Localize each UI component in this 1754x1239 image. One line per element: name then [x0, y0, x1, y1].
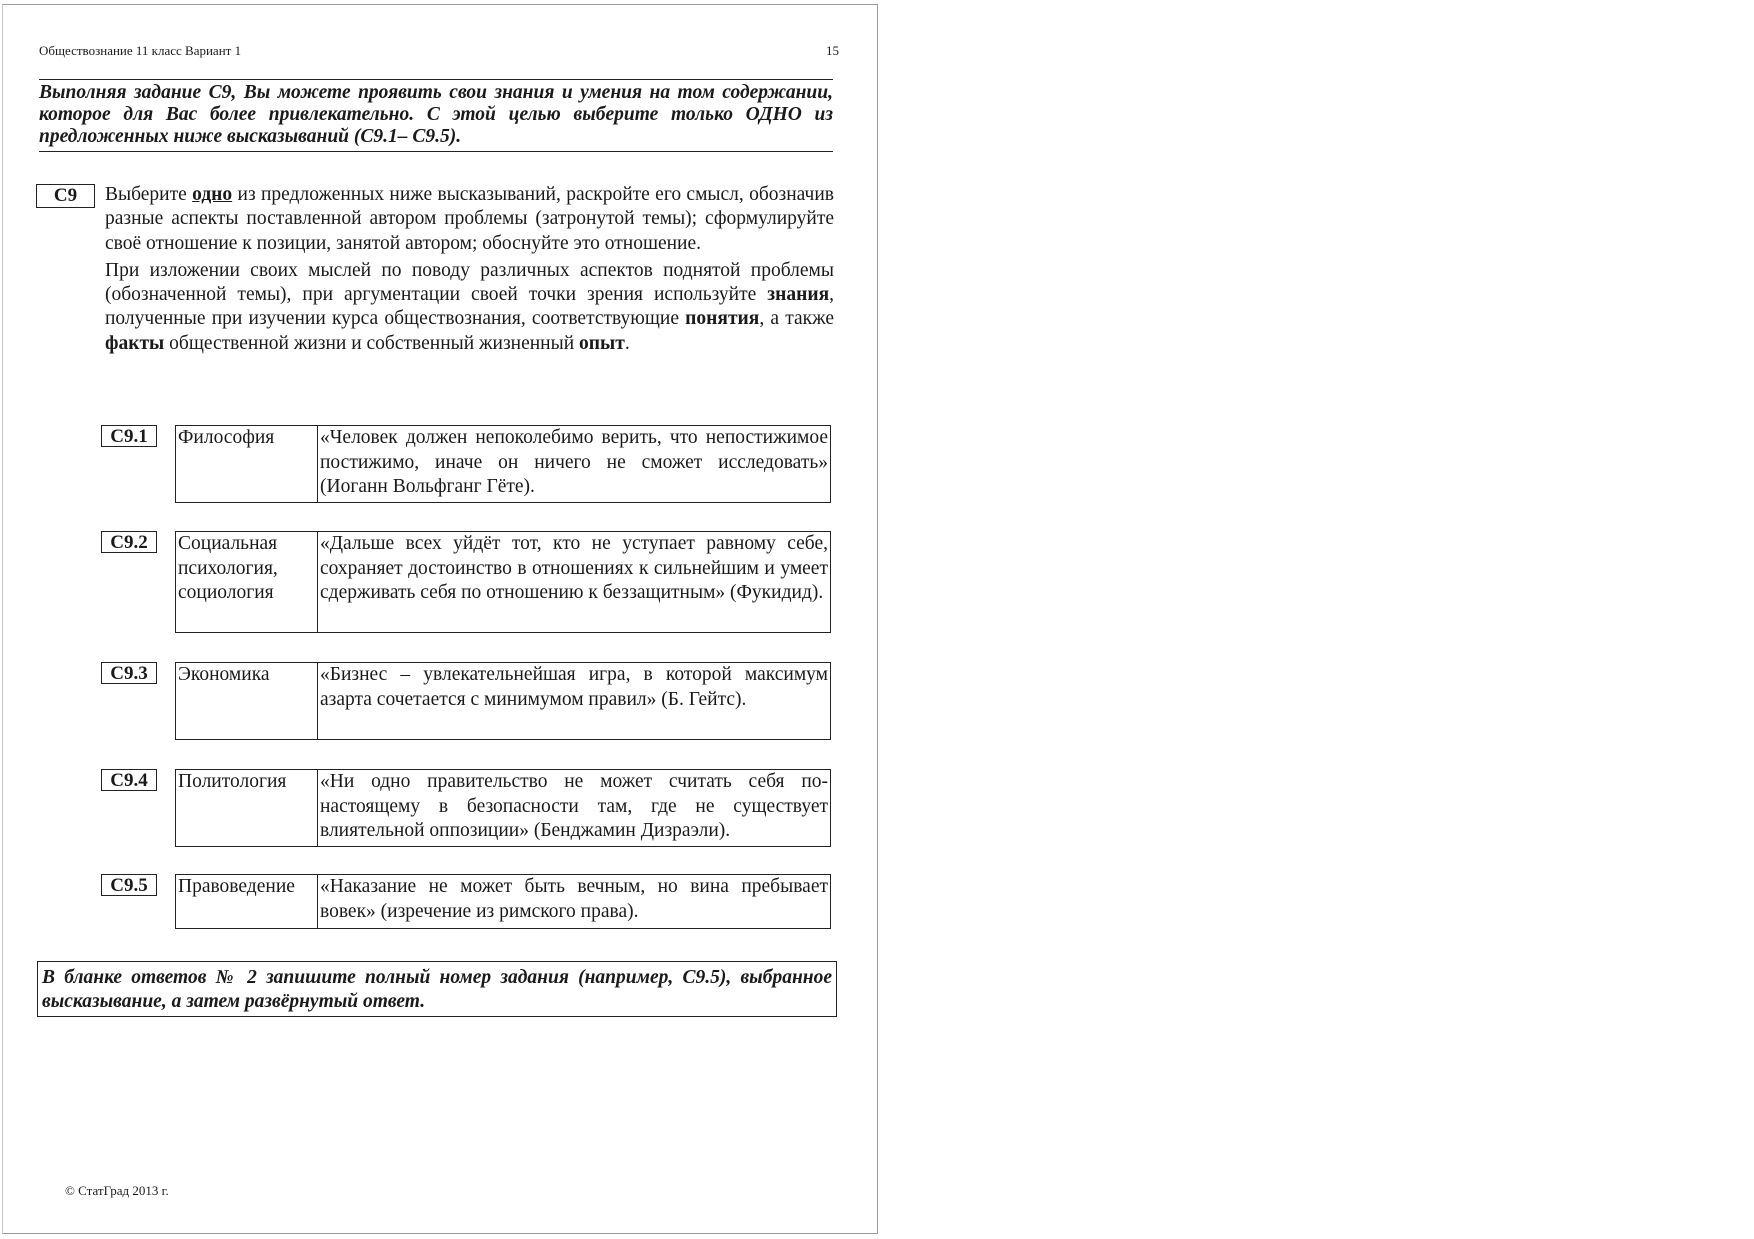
text-span: , а также [759, 308, 834, 330]
bold-underlined-word: одно [192, 184, 233, 205]
option-subject: Экономика [175, 662, 317, 740]
header-subject: Обществознание 11 класс Вариант 1 [39, 43, 242, 58]
bold-word: факты [105, 332, 165, 354]
option-label: С9.2 [101, 531, 157, 553]
intro-instruction: Выполняя задание С9, Вы можете проявить свои знания и умения на том содержании, которое для Вас более привлекательно. С этой целью выберите только ОДНО из предложенных ниже высказываний (С9.1– С9.5). [39, 79, 833, 152]
text-span: , полученные при изучении курса обществознания, соответствующие [105, 284, 834, 330]
answer-instruction: В бланке ответов № 2 запишите полный номер задания (например, С9.5), выбранное высказывание, а затем развёрнутый ответ. [37, 961, 837, 1017]
option-c9-1 [101, 425, 835, 503]
bold-word: знания [767, 284, 830, 306]
task-paragraph-2 [105, 259, 834, 356]
document-page [2, 4, 878, 1234]
copyright-footer: © СтатГрад 2013 г. [65, 1183, 169, 1198]
option-c9-4 [101, 769, 835, 847]
option-quote: «Ни одно правительство не может считать себя по-настоящему в безопасности там, где не существует влиятельной оппозиции» (Бенджамин Дизраэли). [317, 769, 831, 847]
text-span: Выберите [105, 184, 193, 205]
bold-word: понятия [685, 308, 760, 330]
text-span: При изложении своих мыслей по поводу различных аспектов поднятой проблемы (обозначенной темы), при аргументации своей точки зрения используйте [105, 259, 834, 306]
option-label: С9.5 [101, 874, 157, 896]
option-c9-2 [101, 531, 835, 633]
option-subject: Социальная психология, социология [175, 531, 317, 633]
task-paragraph-1 [105, 183, 834, 256]
option-c9-5 [101, 874, 835, 929]
option-quote: «Дальше всех уйдёт тот, кто не уступает равному себе, сохраняет достоинство в отношениях к сильнейшим и умеет сдерживать себя по отношению к беззащитным» (Фукидид). [317, 531, 831, 633]
text-span: из предложенных ниже высказываний, раскройте его смысл, обозначив разные аспекты поставленной автором проблемы (затронутой темы); сформулируйте своё отношение к позиции, занятой автором; обоснуйте это отношение. [105, 184, 834, 254]
bold-word: опыт [579, 332, 625, 354]
task-text [105, 183, 834, 359]
option-quote: «Человек должен непоколебимо верить, что непостижимое постижимо, иначе он ничего не сможет исследовать» (Иоганн Вольфганг Гёте). [317, 425, 831, 503]
option-c9-3 [101, 662, 835, 740]
option-subject: Философия [175, 425, 317, 503]
task-label: С9 [36, 184, 95, 208]
page-number: 15 [826, 43, 839, 58]
option-label: С9.4 [101, 769, 157, 791]
option-label: С9.1 [101, 425, 157, 447]
option-quote: «Наказание не может быть вечным, но вина пребывает вовек» (изречение из римского права). [317, 874, 831, 929]
option-subject: Правоведение [175, 874, 317, 929]
option-quote: «Бизнес – увлекательнейшая игра, в которой максимум азарта сочетается с минимумом правил» (Б. Гейтс). [317, 662, 831, 740]
option-subject: Политология [175, 769, 317, 847]
text-span: . [624, 332, 630, 354]
option-label: С9.3 [101, 662, 157, 684]
text-span: общественной жизни и собственный жизненный [164, 332, 580, 354]
